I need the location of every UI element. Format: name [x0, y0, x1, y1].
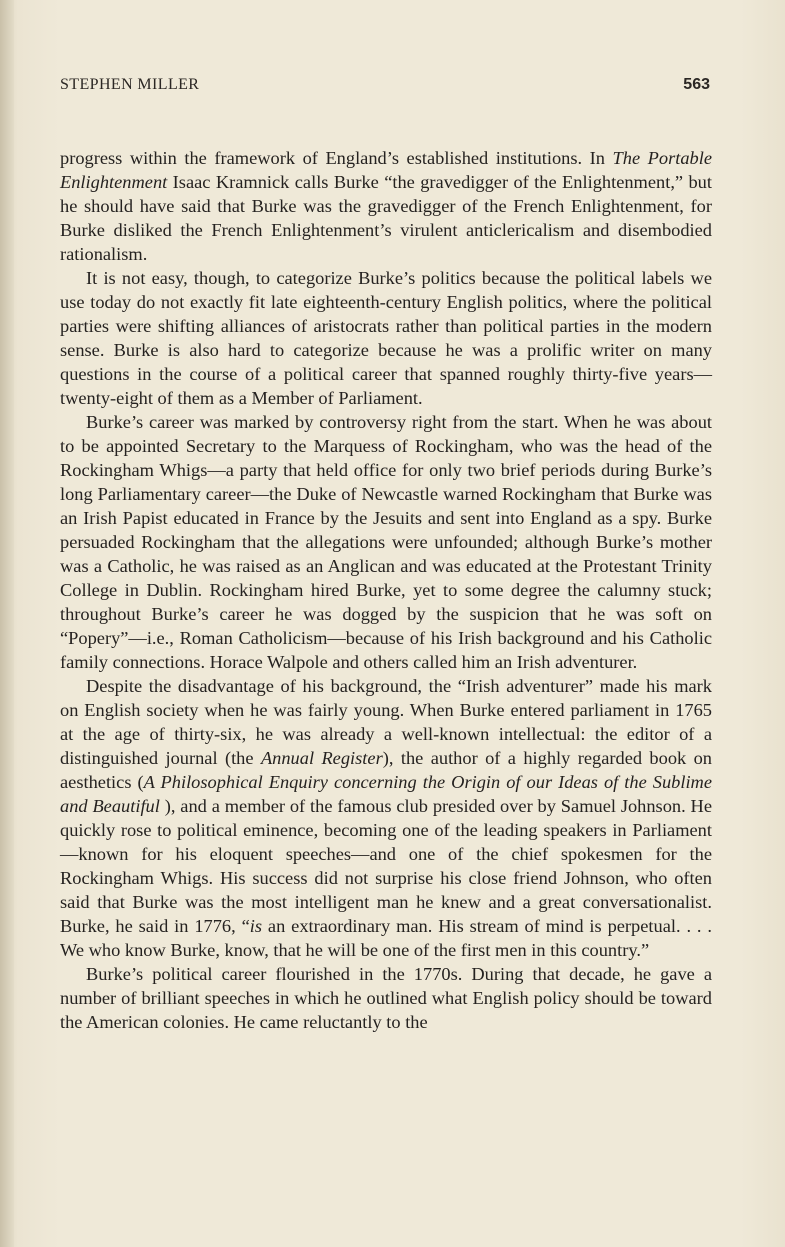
text-run: ), and a member of the famous club presided over by Samuel Johnson. He quickly rose to political eminence, becoming one of the leading speakers in Parliament—known for his eloquent speeches—and one of the chief spokesmen for the Rockingham Whigs. His success did not surprise his close friend Johnson, who often said that Burke was the most intelligent man he knew and a great conversationalist. Burke, he said in 1776, “: [60, 796, 713, 936]
paragraph: [60, 962, 712, 1034]
page-number: 563: [683, 76, 710, 93]
page-header: [60, 76, 710, 100]
text-run: progress within the framework of England’s established institutions. In: [60, 148, 613, 168]
italic-text-run: A Philosophical Enquiry concerning the Origin of our Ideas of the Sublime and Beautiful: [60, 772, 712, 816]
text-run: Despite the disadvantage of his background, the “Irish adventurer” made his mark on English society when he was fairly young. When Burke entered parliament in 1765 at the age of thirty-six, he was already a well-known intellectual: the editor of a distinguished journal (the: [60, 676, 712, 768]
body-text: [60, 146, 712, 1034]
italic-text-run: Annual Register: [260, 748, 383, 768]
text-run: an extraordinary man. His stream of mind is perpetual. . . . We who know Burke, know, that he will be one of the first men in this country.”: [60, 916, 713, 960]
paragraph: [60, 410, 712, 674]
running-head: STEPHEN MILLER: [60, 76, 200, 93]
italic-text-run: is: [249, 916, 263, 936]
text-run: Burke’s political career flourished in the 1770s. During that decade, he gave a number of brilliant speeches in which he outlined what English policy should be toward the American colonies. He came reluctantly to the: [60, 964, 712, 1032]
paragraph: [60, 674, 712, 962]
book-spine-shadow: [0, 0, 14, 1247]
text-run: ), the author of a highly regarded book on aesthetics (: [60, 748, 712, 792]
text-run: Burke’s career was marked by controversy right from the start. When he was about to be appointed Secretary to the Marquess of Rockingham, who was the head of the Rockingham Whigs—a party that held office for only two brief periods during Burke’s long Parliamentary career—the Duke of Newcastle warned Rockingham that Burke was an Irish Papist educated in France by the Jesuits and sent into England as a spy. Burke persuaded Rockingham that the allegations were unfounded; although Burke’s mother was a Catholic, he was raised as an Anglican and was educated at the Protestant Trinity College in Dublin. Rockingham hired Burke, yet to some degree the calumny stuck; throughout Burke’s career he was dogged by the suspicion that he was soft on “Popery”—i.e., Roman Catholicism—because of his Irish background and his Catholic family connections. Horace Walpole and others called him an Irish adventurer.: [60, 412, 712, 672]
paragraph: [60, 146, 712, 266]
text-run: It is not easy, though, to categorize Burke’s politics because the political labels we use today do not exactly fit late eighteenth-century English politics, where the political parties were shifting alliances of aristocrats rather than political parties in the modern sense. Burke is also hard to categorize because he was a prolific writer on many questions in the course of a political career that spanned roughly thirty-five years—twenty-eight of them as a Member of Parliament.: [60, 268, 712, 408]
italic-text-run: The Portable Enlightenment: [60, 148, 712, 192]
text-run: Isaac Kramnick calls Burke “the gravedigger of the Enlightenment,” but he should have said that Burke was the gravedigger of the French Enlightenment, for Burke disliked the French Enlightenment’s virulent anticlericalism and disembodied rationalism.: [60, 172, 712, 264]
paragraph: [60, 266, 712, 410]
